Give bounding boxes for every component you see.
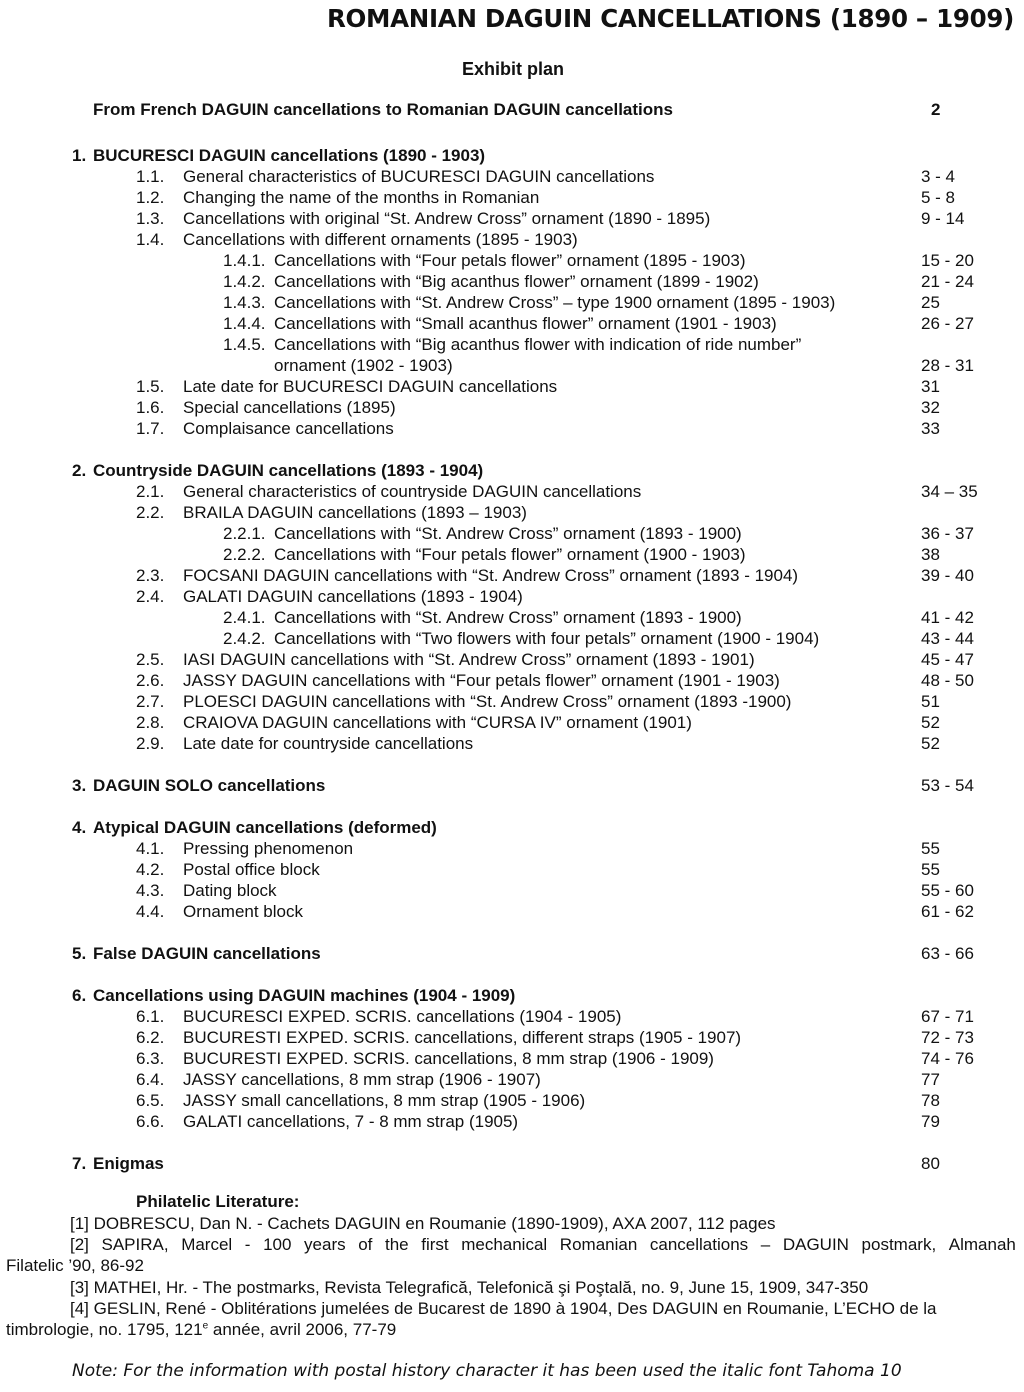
- toc-title: Ornament block: [183, 902, 303, 921]
- toc-title: BUCURESTI EXPED. SCRIS. cancellations, different straps (1905 - 1907): [183, 1028, 742, 1047]
- toc-title: Changing the name of the months in Romanian: [183, 188, 540, 207]
- toc-row: [0, 838, 1024, 859]
- toc-number: 2.6.: [136, 671, 165, 690]
- toc-number: 1.5.: [136, 377, 165, 396]
- toc-number: 1.2.: [136, 188, 165, 207]
- toc-title: Postal office block: [183, 860, 320, 879]
- toc-page: 79: [921, 1112, 940, 1131]
- toc-title: CRAIOVA DAGUIN cancellations with “CURSA IV” ornament (1901): [183, 713, 692, 732]
- toc-row: [0, 817, 1024, 838]
- toc-row: [0, 1153, 1024, 1174]
- toc-title: Cancellations with “Small acanthus flower” ornament (1901 - 1903): [274, 314, 777, 333]
- toc-number: 6.4.: [136, 1070, 165, 1089]
- toc-number: 6.5.: [136, 1091, 165, 1110]
- toc-row: [0, 187, 1024, 208]
- toc-title: Cancellations using DAGUIN machines (1904 - 1909): [93, 986, 516, 1005]
- reference-2-word: DAGUIN: [782, 1235, 849, 1254]
- toc-title: BUCURESCI DAGUIN cancellations (1890 - 1903): [93, 146, 486, 165]
- reference-2-word: postmark,: [861, 1235, 937, 1254]
- toc-number: 2.3.: [136, 566, 165, 585]
- toc-row: [0, 565, 1024, 586]
- toc-row: [0, 418, 1024, 439]
- toc-title: JASSY cancellations, 8 mm strap (1906 - 1907): [183, 1070, 541, 1089]
- reference-4-text-b: année, avril 2006, 77-79: [208, 1320, 397, 1339]
- reference-2-word: –: [760, 1235, 771, 1254]
- toc-page: 72 - 73: [921, 1028, 974, 1047]
- toc-number: 4.2.: [136, 860, 165, 879]
- toc-page: 38: [921, 545, 940, 564]
- toc-row: [0, 985, 1024, 1006]
- intro-text: From French DAGUIN cancellations to Romanian DAGUIN cancellations: [93, 100, 673, 119]
- toc-page: 53 - 54: [921, 776, 974, 795]
- toc-row: [0, 229, 1024, 250]
- toc-title: Cancellations with “Big acanthus flower with indication of ride number”: [274, 335, 802, 354]
- intro-row: [0, 99, 1024, 120]
- toc-title: BRAILA DAGUIN cancellations (1893 – 1903): [183, 503, 527, 522]
- literature-heading: Philatelic Literature:: [136, 1192, 300, 1211]
- toc-page: 77: [921, 1070, 940, 1089]
- toc-title: Special cancellations (1895): [183, 398, 396, 417]
- toc-number: 1.3.: [136, 209, 165, 228]
- toc-row: [0, 376, 1024, 397]
- toc-row: [0, 166, 1024, 187]
- reference-2-word: SAPIRA,: [101, 1235, 169, 1254]
- toc-number: 2.8.: [136, 713, 165, 732]
- toc-row: [0, 1006, 1024, 1027]
- exhibit-plan-label: Exhibit plan: [461, 59, 564, 79]
- toc-number: 4.4.: [136, 902, 165, 921]
- toc-page: 36 - 37: [921, 524, 974, 543]
- toc-title: DAGUIN SOLO cancellations: [93, 776, 326, 795]
- toc-title: JASSY DAGUIN cancellations with “Four petals flower” ornament (1901 - 1903): [183, 671, 780, 690]
- toc-row: [0, 481, 1024, 502]
- reference-4-line-1: [4] GESLIN, René - Oblitérations jumelées de Bucarest de 1890 à 1904, Des DAGUIN en Roumanie, L’ECHO de la: [70, 1299, 937, 1318]
- toc-title: GALATI cancellations, 7 - 8 mm strap (1905): [183, 1112, 519, 1131]
- toc-title: IASI DAGUIN cancellations with “St. Andrew Cross” ornament (1893 - 1901): [183, 650, 755, 669]
- toc-title: Cancellations with “St. Andrew Cross” ornament (1893 - 1900): [274, 608, 742, 627]
- toc-row: [0, 901, 1024, 922]
- toc-page: 51: [921, 692, 940, 711]
- toc-row: [0, 733, 1024, 754]
- reference-2-word: cancellations: [649, 1235, 749, 1254]
- toc-row: [0, 691, 1024, 712]
- reference-2-word: [2]: [70, 1235, 89, 1254]
- toc-number: 6.: [72, 986, 87, 1005]
- toc-page: 26 - 27: [921, 314, 974, 333]
- toc-number: 1.4.4.: [223, 314, 266, 333]
- toc-title: BUCURESTI EXPED. SCRIS. cancellations, 8 mm strap (1906 - 1909): [183, 1049, 714, 1068]
- reference-2-word: Almanah: [948, 1235, 1016, 1254]
- toc-row: [0, 271, 1024, 292]
- toc-title: FOCSANI DAGUIN cancellations with “St. Andrew Cross” ornament (1893 - 1904): [183, 566, 799, 585]
- toc-row: [0, 1048, 1024, 1069]
- toc-title: Dating block: [183, 881, 277, 900]
- toc-row: [0, 250, 1024, 271]
- toc-title: Complaisance cancellations: [183, 419, 394, 438]
- toc-page: 74 - 76: [921, 1049, 974, 1068]
- reference-2-word: years: [304, 1235, 346, 1254]
- toc-title: Enigmas: [93, 1154, 164, 1173]
- toc-title: Countryside DAGUIN cancellations (1893 - 1904): [93, 461, 484, 480]
- toc-page: 31: [921, 377, 940, 396]
- toc-number: 6.3.: [136, 1049, 165, 1068]
- toc-row: [0, 1111, 1024, 1132]
- toc-number: 4.: [72, 818, 87, 837]
- font-note: Note: For the information with postal history character it has been used the italic font Tahoma 10: [72, 1361, 902, 1381]
- toc-row: [0, 586, 1024, 607]
- toc-row: [0, 502, 1024, 523]
- toc-page: 9 - 14: [921, 209, 965, 228]
- reference-2-word: mechanical: [461, 1235, 548, 1254]
- toc-page: 63 - 66: [921, 944, 974, 963]
- toc-number: 2.1.: [136, 482, 165, 501]
- reference-2-word: of: [358, 1235, 373, 1254]
- toc-row: [0, 292, 1024, 313]
- toc-title: Cancellations with “St. Andrew Cross” ornament (1893 - 1900): [274, 524, 742, 543]
- toc-number: 1.1.: [136, 167, 165, 186]
- reference-2-word: 100: [263, 1235, 292, 1254]
- toc-number: 2.2.: [136, 503, 165, 522]
- toc-row: [0, 1069, 1024, 1090]
- toc-title: Cancellations with “Big acanthus flower” ornament (1899 - 1902): [274, 272, 759, 291]
- toc-row: [0, 523, 1024, 544]
- toc-page: 55: [921, 839, 940, 858]
- toc-number: 1.4.1.: [223, 251, 266, 270]
- intro-page: 2: [931, 100, 941, 119]
- toc-number: 1.4.5.: [223, 335, 266, 354]
- reference-2-line-2: Filatelic ’90, 86-92: [6, 1256, 144, 1275]
- toc-page: 80: [921, 1154, 940, 1173]
- toc-number: 1.4.3.: [223, 293, 266, 312]
- toc-page: 61 - 62: [921, 902, 974, 921]
- toc-page: 67 - 71: [921, 1007, 974, 1026]
- toc-row: [0, 649, 1024, 670]
- toc-row: [0, 943, 1024, 964]
- toc-page: 28 - 31: [921, 356, 974, 375]
- toc-number: 2.4.: [136, 587, 165, 606]
- toc-number: 2.4.2.: [223, 629, 266, 648]
- toc-title: Atypical DAGUIN cancellations (deformed): [93, 818, 437, 837]
- toc-number: 1.6.: [136, 398, 165, 417]
- toc-page: 3 - 4: [921, 167, 956, 186]
- toc-row: [0, 1027, 1024, 1048]
- toc-number: 4.1.: [136, 839, 165, 858]
- toc-number: 1.4.: [136, 230, 165, 249]
- toc-row: [0, 208, 1024, 229]
- toc-page: 15 - 20: [921, 251, 974, 270]
- toc-page: 43 - 44: [921, 629, 974, 648]
- toc-number: 5.: [72, 944, 87, 963]
- toc-number: 3.: [72, 776, 87, 795]
- toc-title: Cancellations with original “St. Andrew Cross” ornament (1890 - 1895): [183, 209, 711, 228]
- toc-page: 32: [921, 398, 940, 417]
- toc-title: Cancellations with “St. Andrew Cross” – type 1900 ornament (1895 - 1903): [274, 293, 836, 312]
- toc-number: 2.2.1.: [223, 524, 266, 543]
- reference-4-text-a: timbrologie, no. 1795, 121: [6, 1320, 203, 1339]
- toc-number: 6.6.: [136, 1112, 165, 1131]
- toc-row: [0, 145, 1024, 166]
- toc-number: 6.2.: [136, 1028, 165, 1047]
- toc-page: 45 - 47: [921, 650, 974, 669]
- toc-page: 48 - 50: [921, 671, 974, 690]
- reference-4-superscript: e: [202, 1320, 209, 1332]
- toc-row: [0, 460, 1024, 481]
- toc-title: False DAGUIN cancellations: [93, 944, 321, 963]
- toc-row: [0, 712, 1024, 733]
- toc-page: 5 - 8: [921, 188, 956, 207]
- toc-title: General characteristics of countryside DAGUIN cancellations: [183, 482, 642, 501]
- toc-row: [0, 880, 1024, 901]
- toc-title: Cancellations with “Four petals flower” ornament (1900 - 1903): [274, 545, 746, 564]
- toc-page: 52: [921, 734, 940, 753]
- toc-number: 2.2.2.: [223, 545, 266, 564]
- toc-title: ornament (1902 - 1903): [274, 356, 453, 375]
- reference-2-word: Romanian: [559, 1235, 638, 1254]
- toc-page: 33: [921, 419, 940, 438]
- toc-page: 25: [921, 293, 940, 312]
- toc-row: [0, 607, 1024, 628]
- reference-3: [3] MATHEI, Hr. - The postmarks, Revista Telegrafică, Telefonică şi Poştală, no. 9, June 15, 1909, 347-350: [70, 1278, 869, 1297]
- toc-page: 41 - 42: [921, 608, 974, 627]
- reference-2-line-1: [70, 1234, 1016, 1255]
- reference-2-word: -: [244, 1235, 251, 1254]
- reference-2-word: the: [384, 1235, 409, 1254]
- toc-number: 6.1.: [136, 1007, 165, 1026]
- toc-title: Cancellations with different ornaments (1895 - 1903): [183, 230, 578, 249]
- toc-title: Cancellations with “Four petals flower” ornament (1895 - 1903): [274, 251, 746, 270]
- toc-page: 55 - 60: [921, 881, 974, 900]
- toc-title: General characteristics of BUCURESCI DAGUIN cancellations: [183, 167, 655, 186]
- reference-2-word: Marcel: [181, 1235, 233, 1254]
- toc-title: Pressing phenomenon: [183, 839, 354, 858]
- toc-title: BUCURESCI EXPED. SCRIS. cancellations (1904 - 1905): [183, 1007, 622, 1026]
- toc-row: [0, 355, 1024, 376]
- toc-row: [0, 670, 1024, 691]
- toc-row: [0, 334, 1024, 355]
- toc-row: [0, 628, 1024, 649]
- toc-title: Cancellations with “Two flowers with four petals” ornament (1900 - 1904): [274, 629, 820, 648]
- toc-page: 52: [921, 713, 940, 732]
- toc-number: 1.: [72, 146, 87, 165]
- toc-number: 1.7.: [136, 419, 165, 438]
- toc-number: 2.9.: [136, 734, 165, 753]
- toc-row: [0, 397, 1024, 418]
- toc-page: 39 - 40: [921, 566, 974, 585]
- toc-row: [0, 544, 1024, 565]
- toc-title: Late date for BUCURESCI DAGUIN cancellations: [183, 377, 558, 396]
- exhibit-plan-heading: [0, 59, 1024, 80]
- toc-row: [0, 775, 1024, 796]
- toc-number: 4.3.: [136, 881, 165, 900]
- toc-title: JASSY small cancellations, 8 mm strap (1905 - 1906): [183, 1091, 586, 1110]
- toc-row: [0, 1090, 1024, 1111]
- toc-number: 2.7.: [136, 692, 165, 711]
- toc-page: 21 - 24: [921, 272, 974, 291]
- toc-number: 2.: [72, 461, 87, 480]
- toc-page: 34 – 35: [921, 482, 978, 501]
- toc-number: 2.5.: [136, 650, 165, 669]
- toc-title: GALATI DAGUIN cancellations (1893 - 1904): [183, 587, 523, 606]
- toc-number: 1.4.2.: [223, 272, 266, 291]
- toc-row: [0, 313, 1024, 334]
- toc-page: 78: [921, 1091, 940, 1110]
- toc-number: 7.: [72, 1154, 87, 1173]
- reference-2-word: first: [421, 1235, 449, 1254]
- document-title: ROMANIAN DAGUIN CANCELLATIONS (1890 – 1909): [326, 4, 1014, 33]
- toc-page: 55: [921, 860, 940, 879]
- toc-row: [0, 859, 1024, 880]
- toc-title: PLOESCI DAGUIN cancellations with “St. Andrew Cross” ornament (1893 -1900): [183, 692, 792, 711]
- toc-number: 2.4.1.: [223, 608, 266, 627]
- reference-1: [1] DOBRESCU, Dan N. - Cachets DAGUIN en Roumanie (1890-1909), AXA 2007, 112 pages: [70, 1214, 776, 1233]
- reference-4-line-2: [6, 1319, 396, 1340]
- toc-title: Late date for countryside cancellations: [183, 734, 474, 753]
